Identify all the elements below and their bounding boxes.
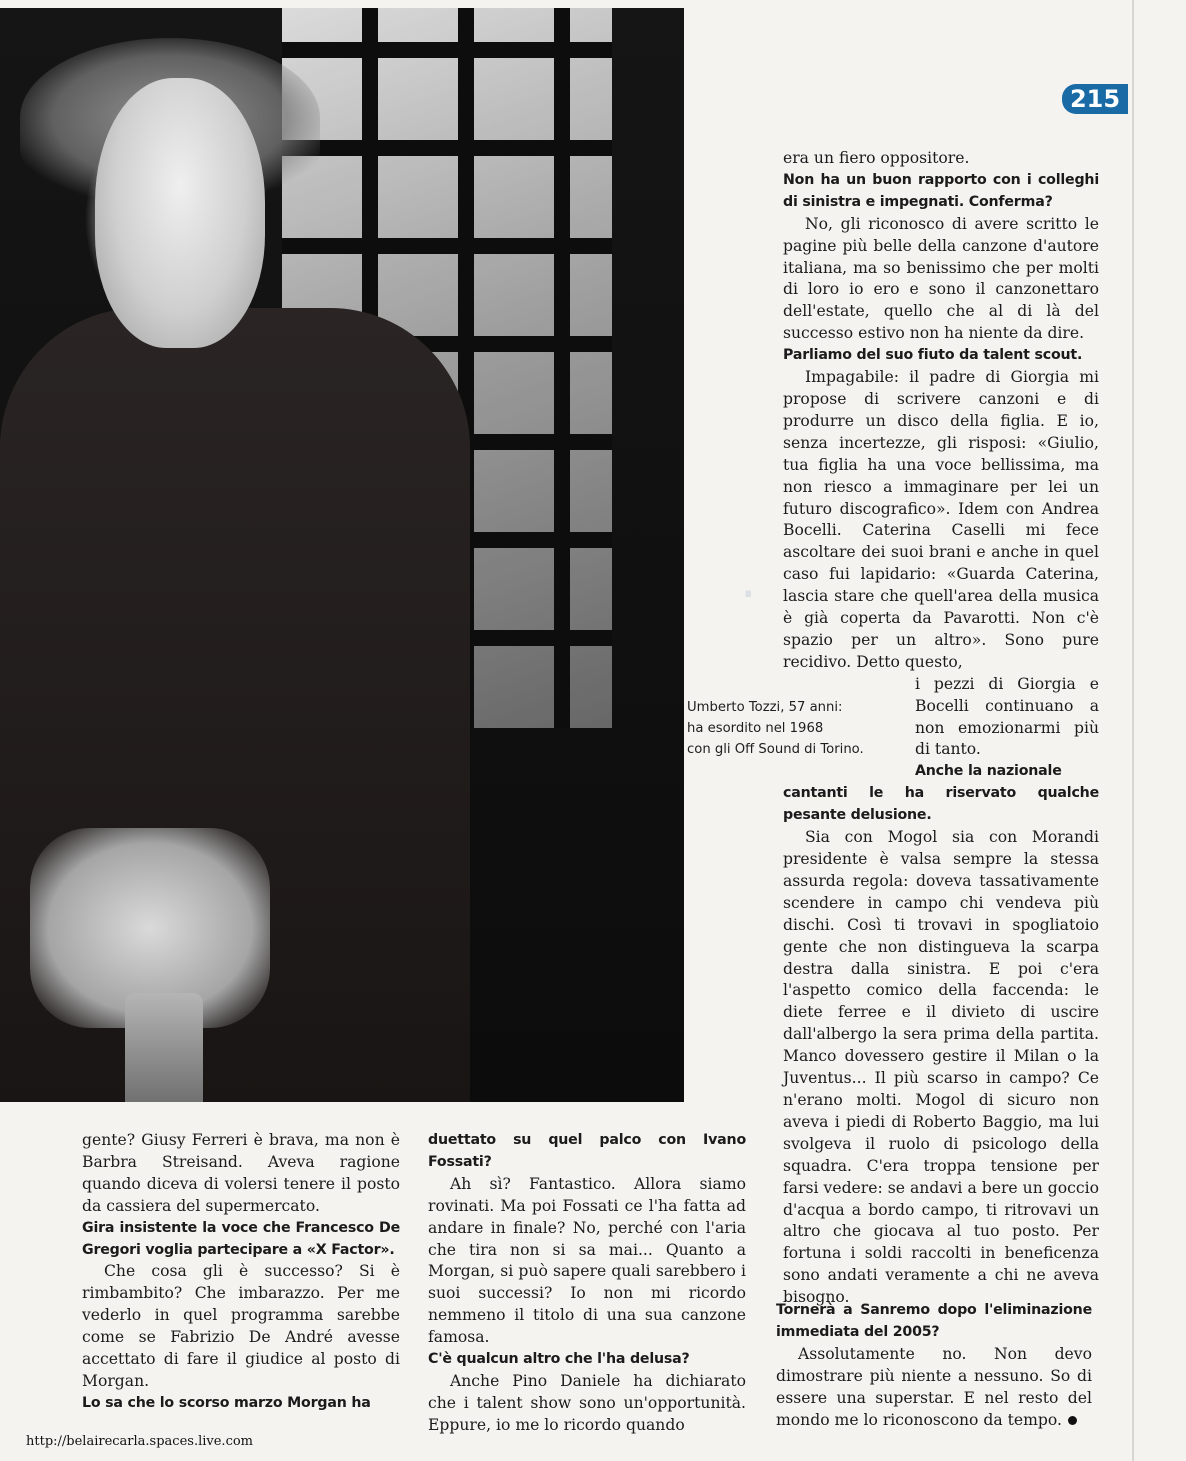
article-column-right bbox=[783, 148, 1099, 1309]
answer-text: Che cosa gli è successo? Si è rimbambito? Che imbarazzo. Per me vederlo in quel programma sarebbe come se Fabrizio De André avesse accettato di fare il giudice al posto di Morgan. bbox=[82, 1262, 400, 1390]
caption-line: ha esordito nel 1968 bbox=[687, 721, 824, 736]
photo-guitar-headstock bbox=[125, 993, 203, 1102]
question-heading: Parliamo del suo fiuto da talent scout. bbox=[783, 347, 1083, 364]
page-number-badge: 215 bbox=[1062, 84, 1128, 114]
question-heading: Tornerà a Sanremo dopo l'eliminazione immediata del 2005? bbox=[776, 1302, 1092, 1340]
page-edge bbox=[1132, 0, 1134, 1461]
question-heading: Gira insistente la voce che Francesco De Gregori voglia partecipare a «X Factor». bbox=[82, 1219, 400, 1258]
portrait-photo bbox=[0, 8, 684, 1102]
answer-text: Impagabile: il padre di Giorgia mi propose di scrivere canzoni e di produrre un disco della figlia. E io, senza incertezze, gli risposi: «Giulio, tua figlia ha una voce bellissima, ma non riesco a immaginare per lei un futuro discografico». Idem con Andrea Bocelli. Caterina Caselli mi fece ascoltare dei suoi brani e anche in quel caso fui lapidario: «Guarda Caterina, lascia stare che quell'area della musica è già coperta da Pavarotti. Non c'è spazio per un altro». Sono pure recidivo. Detto questo, bbox=[783, 368, 1099, 671]
answer-text: era un fiero oppositore. bbox=[783, 149, 970, 167]
question-heading: Non ha un buon rapporto con i colleghi di sinistra e impegnati. Conferma? bbox=[783, 171, 1099, 210]
photo-face bbox=[95, 78, 265, 348]
question-heading: duettato su quel palco con Ivano Fossati? bbox=[428, 1132, 746, 1170]
article-column-bottom-middle bbox=[428, 1130, 746, 1437]
answer-text bbox=[776, 1344, 1092, 1432]
answer-text: Sia con Mogol sia con Morandi presidente è valsa sempre la stessa assurda regola: doveva tassativamente scendere in campo chi vendeva più dischi. Così ti trovavi in spogliatoio gente che non distingueva la scarpa destra dalla sinistra. E poi c'era l'aspetto comico della faccenda: le diete ferree e il divieto di uscire dall'albergo la sera prima della partita. Manco dovessero gestire il Milan o la Juventus... Il più scarso in campo? Ce n'erano molti. Mogol di sicuro non aveva i piedi di Roberto Baggio, ma lui svolgeva il ruolo di psicologo della squadra. C'era troppa tensione per farsi vedere: se andavi a bere un goccio d'acqua a bordo campo, ti ritrovavi un altro che giocava al tuo posto. Per fortuna i soldi raccolti in beneficenza sono andati veramente a chi ne aveva bisogno. bbox=[783, 828, 1099, 1307]
source-url-watermark: http://belairecarla.spaces.live.com bbox=[26, 1434, 253, 1449]
question-heading: cantanti le ha riservato qualche pesante delusione. bbox=[783, 785, 1099, 824]
answer-text: No, gli riconosco di avere scritto le pagine più belle della canzone d'autore italiana, ma so benissimo che per molti di loro io ero e sono il canzonettaro dell'estate, quello che al di là del successo estivo non ha niente da dire. bbox=[783, 214, 1099, 343]
answer-text: Ah sì? Fantastico. Allora siamo rovinati. Ma poi Fossati ce l'ha fatta ad andare in finale? No, perché con l'aria che tira non si sa mai... Quanto a Morgan, si può sapere quali sarebbero i suoi successi? Io non mi ricordo nemmeno il titolo di una sua canzone famosa. bbox=[428, 1174, 746, 1347]
background-bleed-text: . bbox=[740, 550, 757, 610]
article-column-bottom-right bbox=[776, 1300, 1092, 1431]
question-heading: Lo sa che lo scorso marzo Morgan ha bbox=[82, 1394, 371, 1411]
answer-text: gente? Giusy Ferreri è brava, ma non è Barbra Streisand. Aveva ragione quando diceva di volersi tenere il posto da cassiera del supermercato. bbox=[82, 1131, 400, 1215]
question-heading: C'è qualcun altro che l'ha delusa? bbox=[428, 1351, 690, 1368]
answer-text: i pezzi di Giorgia e Bocelli continuano a non emozionarmi più di tanto. bbox=[915, 674, 1099, 759]
final-answer-text: Assolutamente no. Non devo dimostrare più niente a nessuno. So di essere una superstar. E nel resto del mondo me lo riconoscono da tempo. bbox=[776, 1344, 1092, 1429]
answer-text: Anche Pino Daniele ha dichiarato che i talent show sono un'opportunità. Eppure, io me lo ricordo quando bbox=[428, 1371, 746, 1434]
article-column-bottom-left bbox=[82, 1130, 400, 1415]
end-of-article-dot-icon bbox=[1068, 1416, 1077, 1425]
caption-line: con gli Off Sound di Torino. bbox=[687, 742, 864, 757]
question-heading: Anche la nazionale bbox=[915, 763, 1062, 780]
caption-line: Umberto Tozzi, 57 anni: bbox=[687, 700, 843, 715]
